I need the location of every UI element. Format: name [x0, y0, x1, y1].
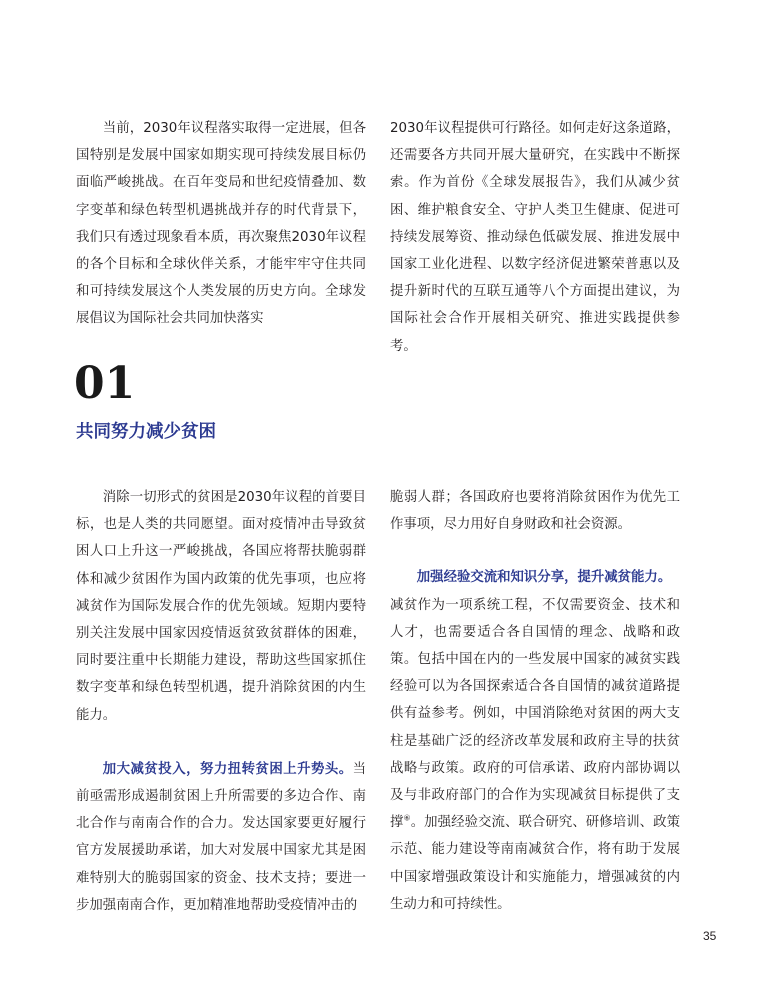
body-paragraph: 消除一切形式的贫困是2030年议程的首要目标，也是人类的共同愿望。面对疫情冲击导致贫困人口上升这一严峻挑战，各国应将帮扶脆弱群体和减少贫困作为国内政策的优先事项，也应将减贫作为国际发展合作的优先领域。短期内要特别关注发展中国家因疫情返贫致贫群体的困难，同时要注重中长期能力建设，帮助这些国家抓住数字变革和绿色转型机遇，提升消除贫困的内生能力。 — [76, 490, 366, 723]
body-paragraph: 脆弱人群；各国政府也要将消除贫困作为优先工作事项，尽力用好自身财政和社会资源。 — [390, 490, 680, 533]
paragraph-text: 。加强经验交流、联合研究、研修培训、政策示范、能力建设等南南减贫合作，将有助于发展中国家增强政策设计和实施能力，增强减贫的内生动力和可持续性。 — [390, 815, 680, 912]
page-number: 35 — [703, 929, 717, 943]
section-number: 01 — [74, 358, 136, 409]
footnote-marker[interactable]: ⑥ — [403, 813, 411, 823]
body-paragraph — [390, 564, 680, 918]
intro-left-column — [76, 115, 366, 333]
body-paragraph — [76, 756, 366, 919]
section-title: 共同努力减少贫困 — [76, 422, 216, 442]
highlight-lead: 加大减贫投入，努力扭转贫困上升势头。 — [102, 761, 353, 777]
intro-paragraph-right: 2030年议程提供可行路径。如何走好这条道路，还需要各方共同开展大量研究，在实践中不断探索。作为首份《全球发展报告》，我们从减少贫困、维护粮食安全、守护人类卫生健康、促进可持续发展筹资、推动绿色低碳发展、推进发展中国家工业化进程、以数字经济促进繁荣普惠以及提升新时代的互联互通等八个方面提出建议，为国际社会合作开展相关研究、推进实践提供参考。 — [390, 121, 680, 354]
body-left-column — [76, 484, 366, 919]
paragraph-text: 当前亟需形成遏制贫困上升所需要的多边合作、南北合作与南南合作的合力。发达国家要更好履行官方发展援助承诺，加大对发展中国家尤其是困难特别大的脆弱国家的资金、技术支持；要进一步加强南南合作，更加精准地帮助受疫情冲击的 — [76, 761, 366, 913]
intro-right-column — [390, 115, 680, 360]
body-right-column — [390, 484, 680, 918]
paragraph-text: 减贫作为一项系统工程，不仅需要资金、技术和人才，也需要适合各自国情的理念、战略和政策。包括中国在内的一些发展中国家的减贫实践经验可以为各国探索适合各自国情的减贫道路提供有益参考。例如，中国消除绝对贫困的两大支柱是基础广泛的经济改革发展和政府主导的扶贫战略与政策。政府的可信承诺、政府内部协调以及与非政府部门的合作为实现减贫目标提供了支撑 — [390, 597, 680, 831]
intro-paragraph-left: 当前，2030年议程落实取得一定进展，但各国特别是发展中国家如期实现可持续发展目标仍面临严峻挑战。在百年变局和世纪疫情叠加、数字变革和绿色转型机遇挑战并存的时代背景下，我们只有透过现象看本质，再次聚焦2030年议程的各个目标和全球伙伴关系，才能牢牢守住共同和可持续发展这个人类发展的历史方向。全球发展倡议为国际社会共同加快落实 — [76, 121, 366, 327]
highlight-lead: 加强经验交流和知识分享，提升减贫能力。 — [416, 570, 672, 586]
